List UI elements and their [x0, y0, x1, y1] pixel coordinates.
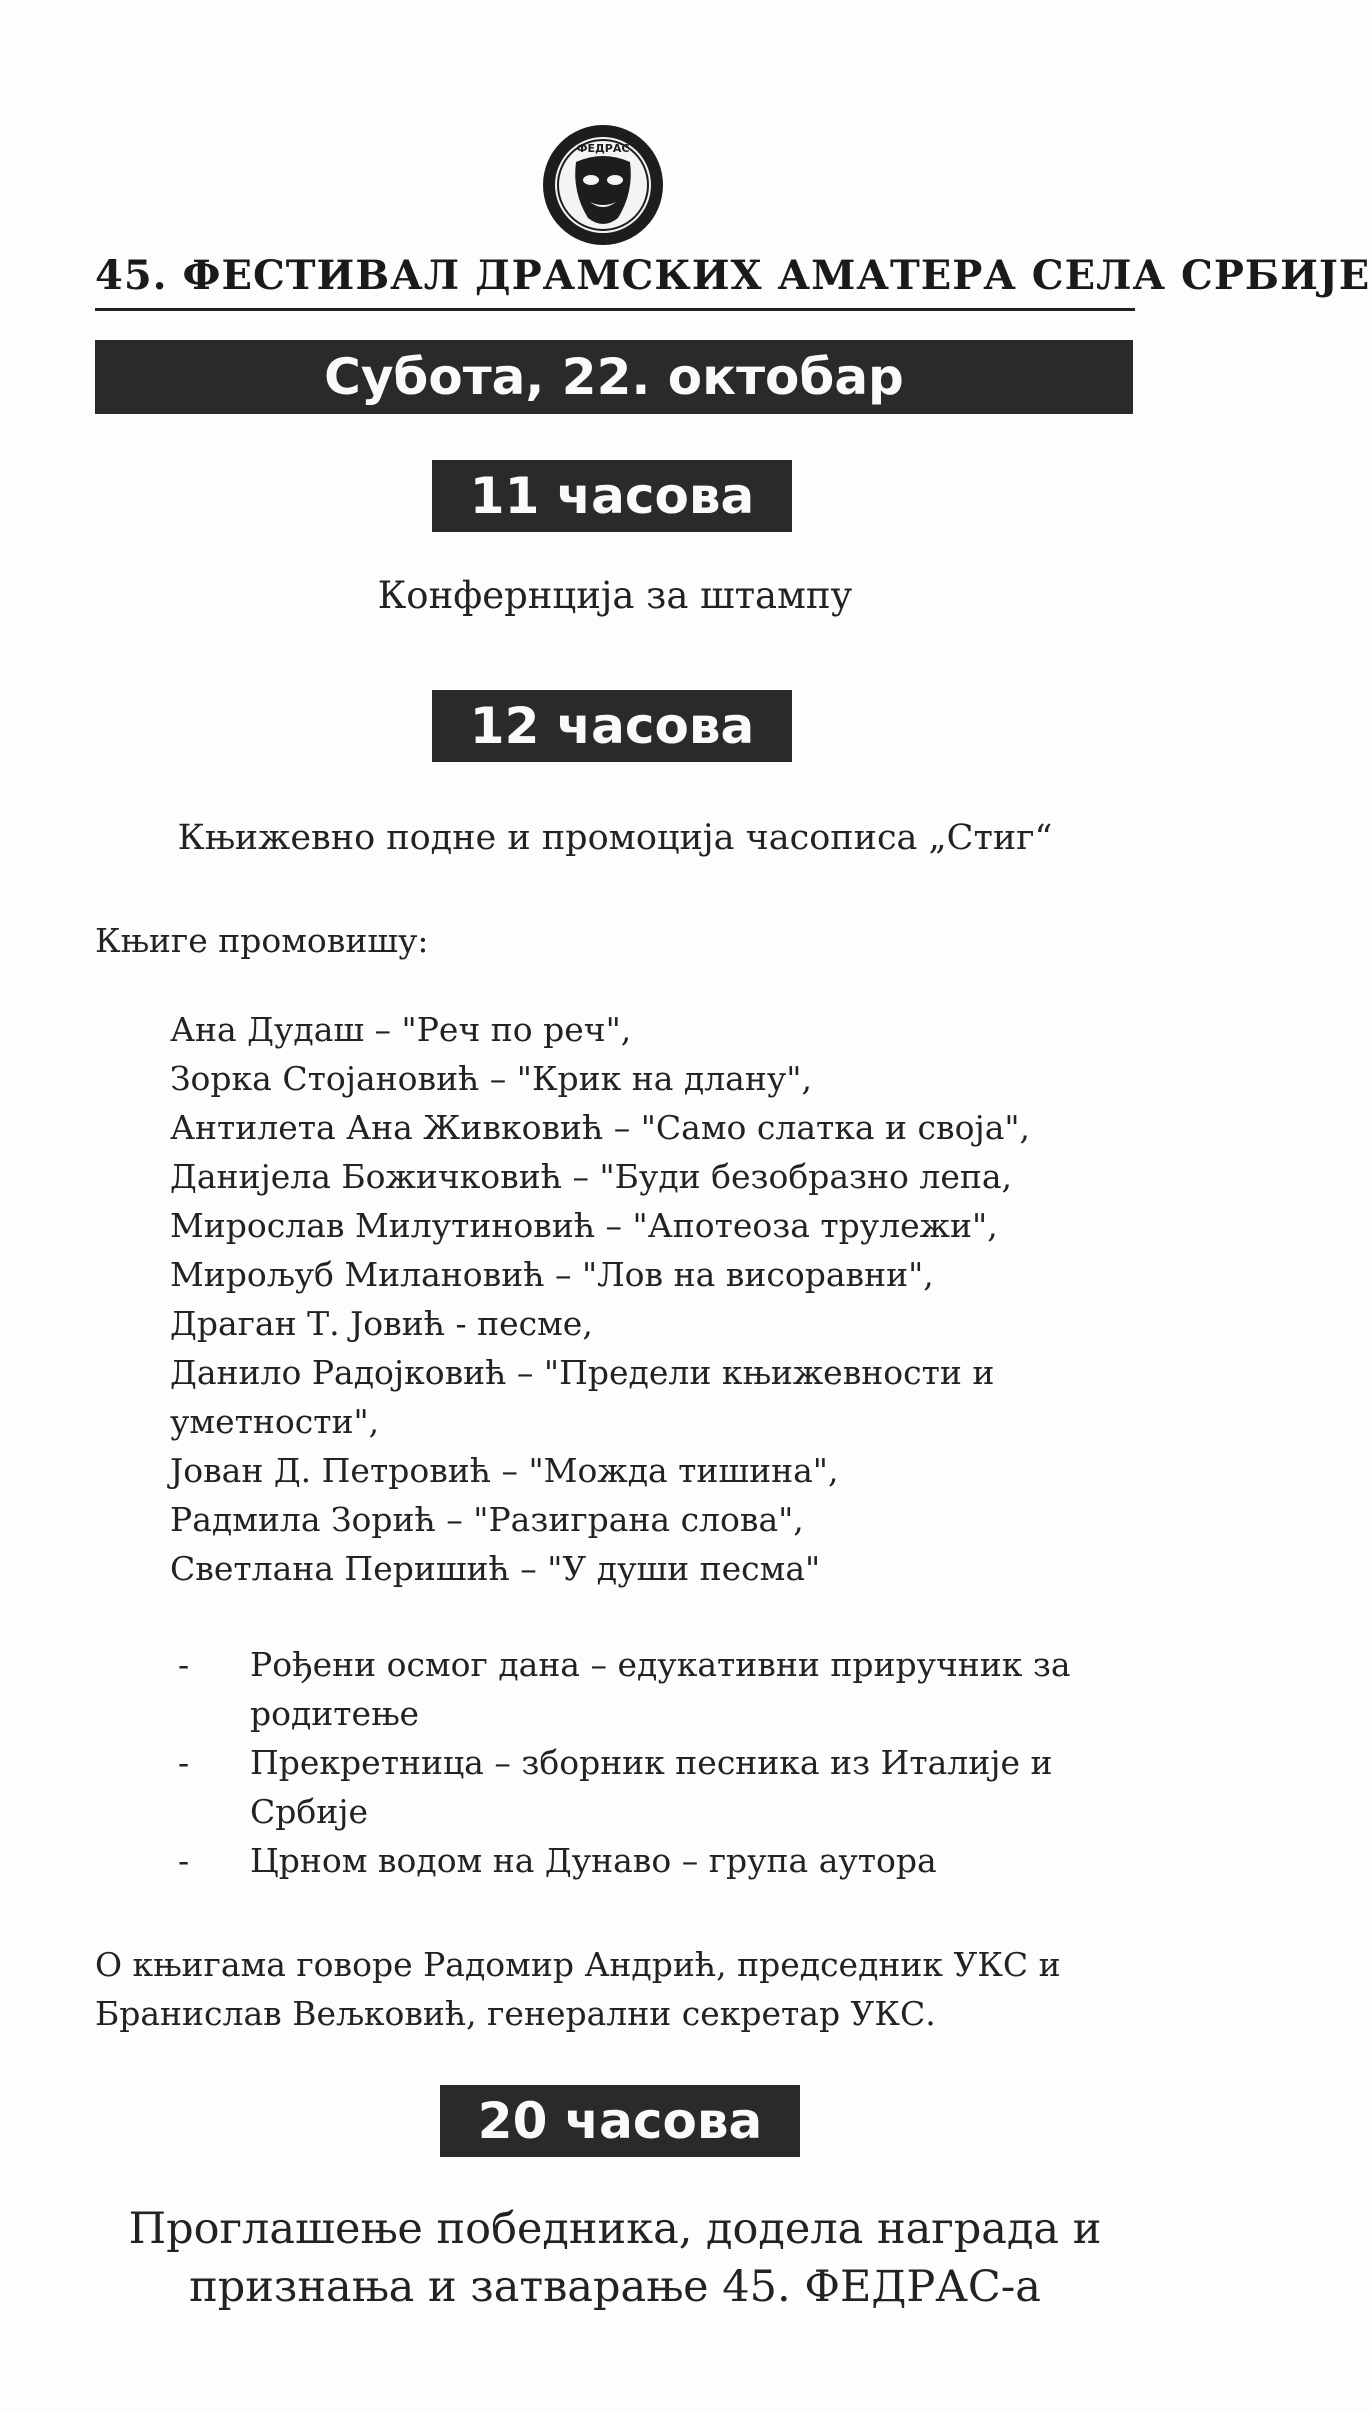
list-item: Данијела Божичковић – "Буди безобразно лепа, [170, 1157, 1013, 1196]
list-item: Јован Д. Петровић – "Можда тишина", [170, 1451, 839, 1490]
publication-text: Прекретница – зборник песника из Италије и Србије [250, 1743, 1053, 1831]
list-item: Данило Радојковић – "Предели књижевности и уметности", [170, 1353, 995, 1441]
closing-ceremony: Проглашење победника, додела награда и признања и затварање 45. ФЕДРАС-а [128, 2204, 1102, 2312]
logo-text: ФЕДРАС [576, 142, 630, 155]
list-item: Мирољуб Милановић – "Лов на висоравни", [170, 1255, 934, 1294]
publication-text: Рођени осмог дана – едукативни приручник за родитење [250, 1645, 1071, 1733]
book-list [170, 1005, 1130, 1593]
time-badge-20: 20 часова [440, 2085, 800, 2157]
publication-list [170, 1640, 1130, 1885]
title-divider [95, 308, 1135, 311]
list-item: Ана Дудаш – "Реч по реч", [170, 1010, 632, 1049]
dash-bullet: - [178, 1743, 190, 1782]
festival-logo-icon [540, 122, 666, 248]
list-item: Радмила Зорић – "Разиграна слова", [170, 1500, 804, 1539]
publication-text: Црном водом на Дунаво – група аутора [250, 1841, 937, 1880]
dash-bullet: - [178, 1645, 190, 1684]
list-item: Драган Т. Јовић - песме, [170, 1304, 593, 1343]
list-item: Антилета Ана Живковић – "Само слатка и своја", [170, 1108, 1031, 1147]
time-badge-11: 11 часова [432, 460, 792, 532]
event-title-press-conference: Конфернција за штампу [377, 574, 853, 617]
festival-title: 45. ФЕСТИВАЛ ДРАМСКИХ АМАТЕРА СЕЛА СРБИЈЕ [95, 252, 1370, 299]
list-item [170, 1738, 1110, 1836]
list-item [170, 1640, 1110, 1738]
dash-bullet: - [178, 1841, 190, 1880]
list-item [170, 1836, 1110, 1885]
event-title-literary-noon: Књижевно подне и промоција часописа „Стиг“ [177, 818, 1053, 858]
date-banner: Субота, 22. октобар [95, 340, 1133, 414]
speakers-note: О књигама говоре Радомир Андрић, председник УКС и Бранислав Вељковић, генерални секретар УКС. [95, 1945, 1061, 2033]
time-badge-12: 12 часова [432, 690, 792, 762]
list-item: Зорка Стојановић – "Крик на длану", [170, 1059, 812, 1098]
promo-intro: Књиге промовишу: [95, 921, 429, 960]
list-item: Светлана Перишић – "У души песма" [170, 1549, 821, 1588]
list-item: Мирослав Милутиновић – "Апотеоза трулежи", [170, 1206, 998, 1245]
